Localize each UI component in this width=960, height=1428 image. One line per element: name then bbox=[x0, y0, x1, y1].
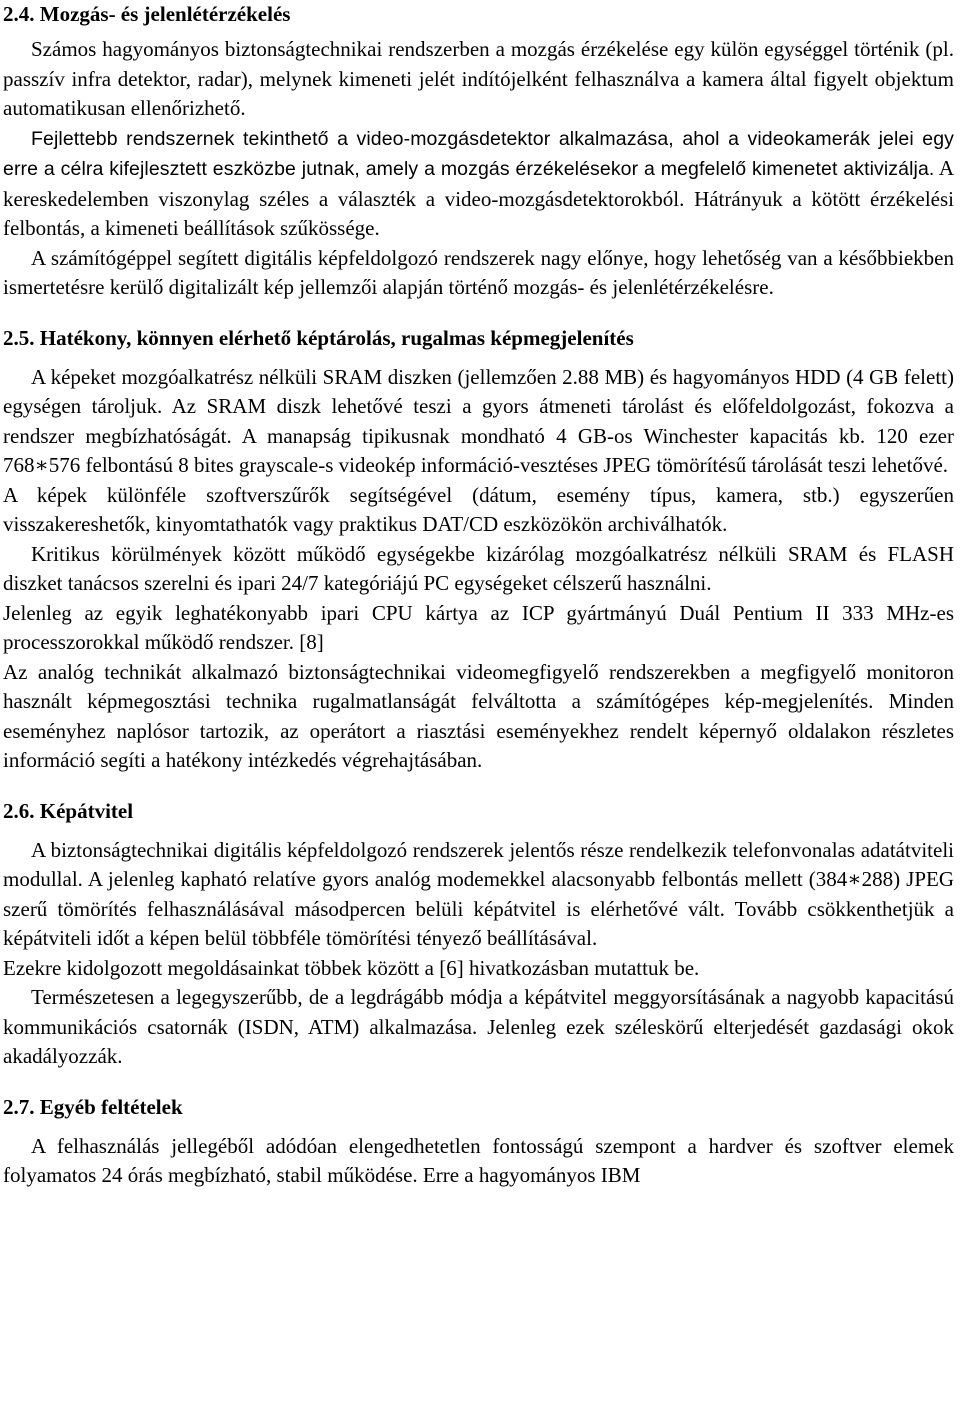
paragraph: Az analóg technikát alkalmazó biztonságtechnikai videomegfigyelő rendszerekben a megfigyelő monitoron használt képmegosztási technika rugalmatlanságát felváltotta a számítógépes kép-megjelenítés. Minden eseményhez naplósor tartozik, az operátort a riasztási eseményekhez rendelt képernyő oldalakon részletes információ segíti a hatékony intézkedés végrehajtásában. bbox=[3, 659, 954, 772]
paragraph: Ezekre kidolgozott megoldásainkat többek között a [6] hivatkozásban mutattuk be. bbox=[3, 955, 700, 980]
section-number: 2.4. bbox=[3, 2, 35, 26]
heading-gap bbox=[3, 826, 954, 836]
section-heading-2-6 bbox=[3, 797, 954, 826]
paragraph: A képeket mozgóalkatrész nélküli SRAM diszken (jellemzően 2.88 MB) és hagyományos HDD (4 GB felett) egységen tároljuk. Az SRAM diszk lehetővé teszi a gyors átmeneti tárolást és előfeldolgozást, fokozva a rendszer megbízhatóságát. A manapság tipikusnak mondható 4 GB-os Winchester kapacitás kb. 120 ezer 768∗576 felbontású 8 bites grayscale-s videokép információ-vesztéses JPEG tömörítésű tárolását teszi lehetővé. bbox=[3, 364, 954, 477]
section-title: Mozgás- és jelenlétérzékelés bbox=[39, 2, 291, 26]
paragraph: A képek különféle szoftverszűrők segítségével (dátum, esemény típus, kamera, stb.) egyszerűen visszakereshetők, kinyomtathatók vagy praktikus DAT/CD eszközökön archiválhatók. bbox=[3, 482, 954, 536]
section-title: Hatékony, könnyen elérhető képtárolás, rugalmas képmegjelenítés bbox=[39, 325, 634, 350]
paragraph: A biztonságtechnikai digitális képfeldolgozó rendszerek jelentős része rendelkezik telefonvonalas adatátviteli modullal. A jelenleg kapható relatíve gyors analóg modemekkel alacsonyabb felbontás mellett (384∗288) JPEG szerű tömörítés felhasználásával másodpercen belüli képátvitel is elérhetővé vált. Tovább csökkenthetjük a képátviteli időt a képen belül többféle tömörítési tényező beállításával. bbox=[3, 837, 954, 950]
section-title: Képátvitel bbox=[39, 798, 134, 823]
paragraph bbox=[3, 124, 954, 244]
section-number: 2.5. bbox=[3, 325, 35, 350]
paragraph-serif-run: A kereskedelemben viszonylag széles a választék a video-mozgásdetektorokból. Hátrányuk a kötött érzékelési felbontás, a kimeneti beállítások szűkössége. bbox=[3, 156, 954, 240]
paragraph: Természetesen a legegyszerűbb, de a legdrágább módja a képátvitel meggyorsításának a nagyobb kapacitású kommunikációs csatornák (ISDN, ATM) alkalmazása. Jelenleg ezek széleskörű elterjedését gazdasági okok akadályozzák. bbox=[3, 985, 954, 1068]
section-title: Egyéb feltételek bbox=[39, 1094, 183, 1119]
section-gap bbox=[3, 303, 954, 324]
heading-gap bbox=[3, 1122, 954, 1132]
paragraph: Jelenleg az egyik leghatékonyabb ipari CPU kártya az ICP gyártmányú Duál Pentium II 333 MHz-es processzorokkal működő rendszer. [8] bbox=[3, 600, 954, 654]
paragraph: Számos hagyományos biztonságtechnikai rendszerben a mozgás érzékelése egy külön egységgel történik (pl. passzív infra detektor, radar), melynek kimeneti jelét indítójelként felhasználva a kamera által figyelt objektum automatikusan ellenőrizhető. bbox=[3, 37, 954, 120]
section-number: 2.7. bbox=[3, 1094, 35, 1119]
paragraph: Kritikus körülmények között működő egységekbe kizárólag mozgóalkatrész nélküli SRAM és FLASH diszket tanácsos szerelni és ipari 24/7 kategóriájú PC egységeket célszerű használni. bbox=[3, 541, 954, 595]
section-gap bbox=[3, 1072, 954, 1093]
section-heading-2-5 bbox=[3, 324, 954, 353]
section-heading-2-7 bbox=[3, 1093, 954, 1122]
paragraph: A felhasználás jellegéből adódóan elengedhetetlen fontosságú szempont a hardver és szoftver elemek folyamatos 24 órás megbízható, stabil működése. Erre a hagyományos IBM bbox=[3, 1133, 954, 1187]
section-gap bbox=[3, 776, 954, 797]
section-heading-2-4 bbox=[3, 0, 954, 29]
section-number: 2.6. bbox=[3, 798, 35, 823]
paragraph: A számítógéppel segített digitális képfeldolgozó rendszerek nagy előnye, hogy lehetőség van a későbbiekben ismertetésre kerülő digitalizált kép jellemzői alapján történő mozgás- és jelenlétérzékelésre. bbox=[3, 245, 954, 299]
paragraph-sans-run: Fejlettebb rendszernek tekinthető a video-mozgásdetektor alkalmazása, ahol a videokamerák jelei egy erre a célra kifejlesztett eszközbe jutnak, amely a mozgás érzékelésekor a megfelelő kimenetet aktivizálja. bbox=[3, 127, 954, 180]
heading-gap bbox=[3, 353, 954, 363]
